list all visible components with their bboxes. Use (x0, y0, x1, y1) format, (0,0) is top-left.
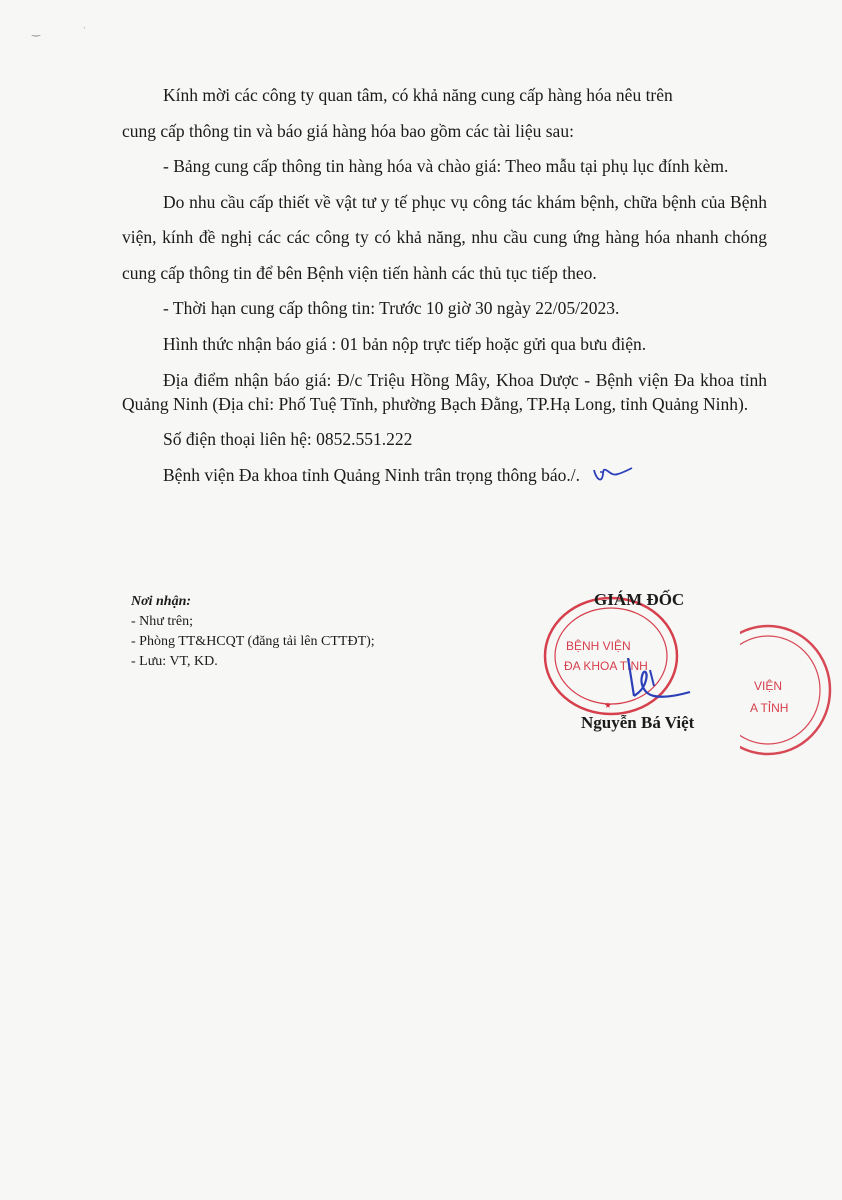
paragraph-price-form: - Bảng cung cấp thông tin hàng hóa và chào giá: Theo mẫu tại phụ lục đính kèm. (163, 156, 729, 176)
signature-icon (620, 650, 700, 710)
recipient-item: - Như trên; (131, 614, 194, 629)
paragraph-phone: Số điện thoại liên hệ: 0852.551.222 (163, 429, 413, 449)
recipients-block (131, 592, 375, 672)
stamp2-fragment1: VIỆN (754, 679, 783, 693)
recipient-item: - Lưu: VT, KD. (131, 654, 218, 669)
director-title: GIÁM ĐỐC (594, 590, 685, 609)
recipient-item: - Phòng TT&HCQT (đăng tải lên CTTĐT); (131, 634, 375, 649)
paragraph-invitation-line1: Kính mời các công ty quan tâm, có khả năng cung cấp hàng hóa nêu trên (163, 85, 673, 105)
paragraph-deadline: - Thời hạn cung cấp thông tin: Trước 10 giờ 30 ngày 22/05/2023. (163, 298, 620, 318)
paragraph-location: Địa điểm nhận báo giá: Đ/c Triệu Hồng Mây, Khoa Dược - Bệnh viện Đa khoa tỉnh Quảng Ninh (Địa chỉ: Phố Tuệ Tĩnh, phường Bạch Đằng, TP.Hạ Long, tỉnh Quảng Ninh). (122, 370, 767, 414)
svg-text:★: ★ (604, 701, 612, 710)
initials-mark-icon (590, 462, 634, 484)
paragraph-request: Do nhu cầu cấp thiết về vật tư y tế phục vụ công tác khám bệnh, chữa bệnh của Bệnh viện, kính đề nghị các các công ty có khả năng, nhu cầu cung ứng hàng hóa nhanh chóng cung cấp thông tin để bên Bệnh viện tiến hành các thủ tục tiếp theo. (122, 191, 767, 283)
stamp-line1: BỆNH VIỆN (566, 639, 631, 653)
closing-text: Bệnh viện Đa khoa tỉnh Quảng Ninh trân trọng thông báo./. (163, 464, 581, 485)
scan-corner-mark: ‿ ˈ (32, 26, 106, 37)
letter-body (122, 78, 767, 493)
paragraph-invitation-line2: cung cấp thông tin và báo giá hàng hóa bao gồm các tài liệu sau: (122, 120, 574, 141)
stamp2-fragment2: A TỈNH (750, 701, 789, 715)
paragraph-closing (122, 458, 767, 494)
paragraph-submission-method: Hình thức nhận báo giá : 01 bản nộp trực tiếp hoặc gửi qua bưu điện. (163, 333, 647, 354)
stamp-line2: ĐA KHOA TỈNH (564, 659, 648, 673)
director-name: Nguyễn Bá Việt (581, 713, 695, 732)
recipients-heading: Nơi nhận: (131, 594, 192, 609)
hospital-stamp-secondary (740, 620, 840, 760)
